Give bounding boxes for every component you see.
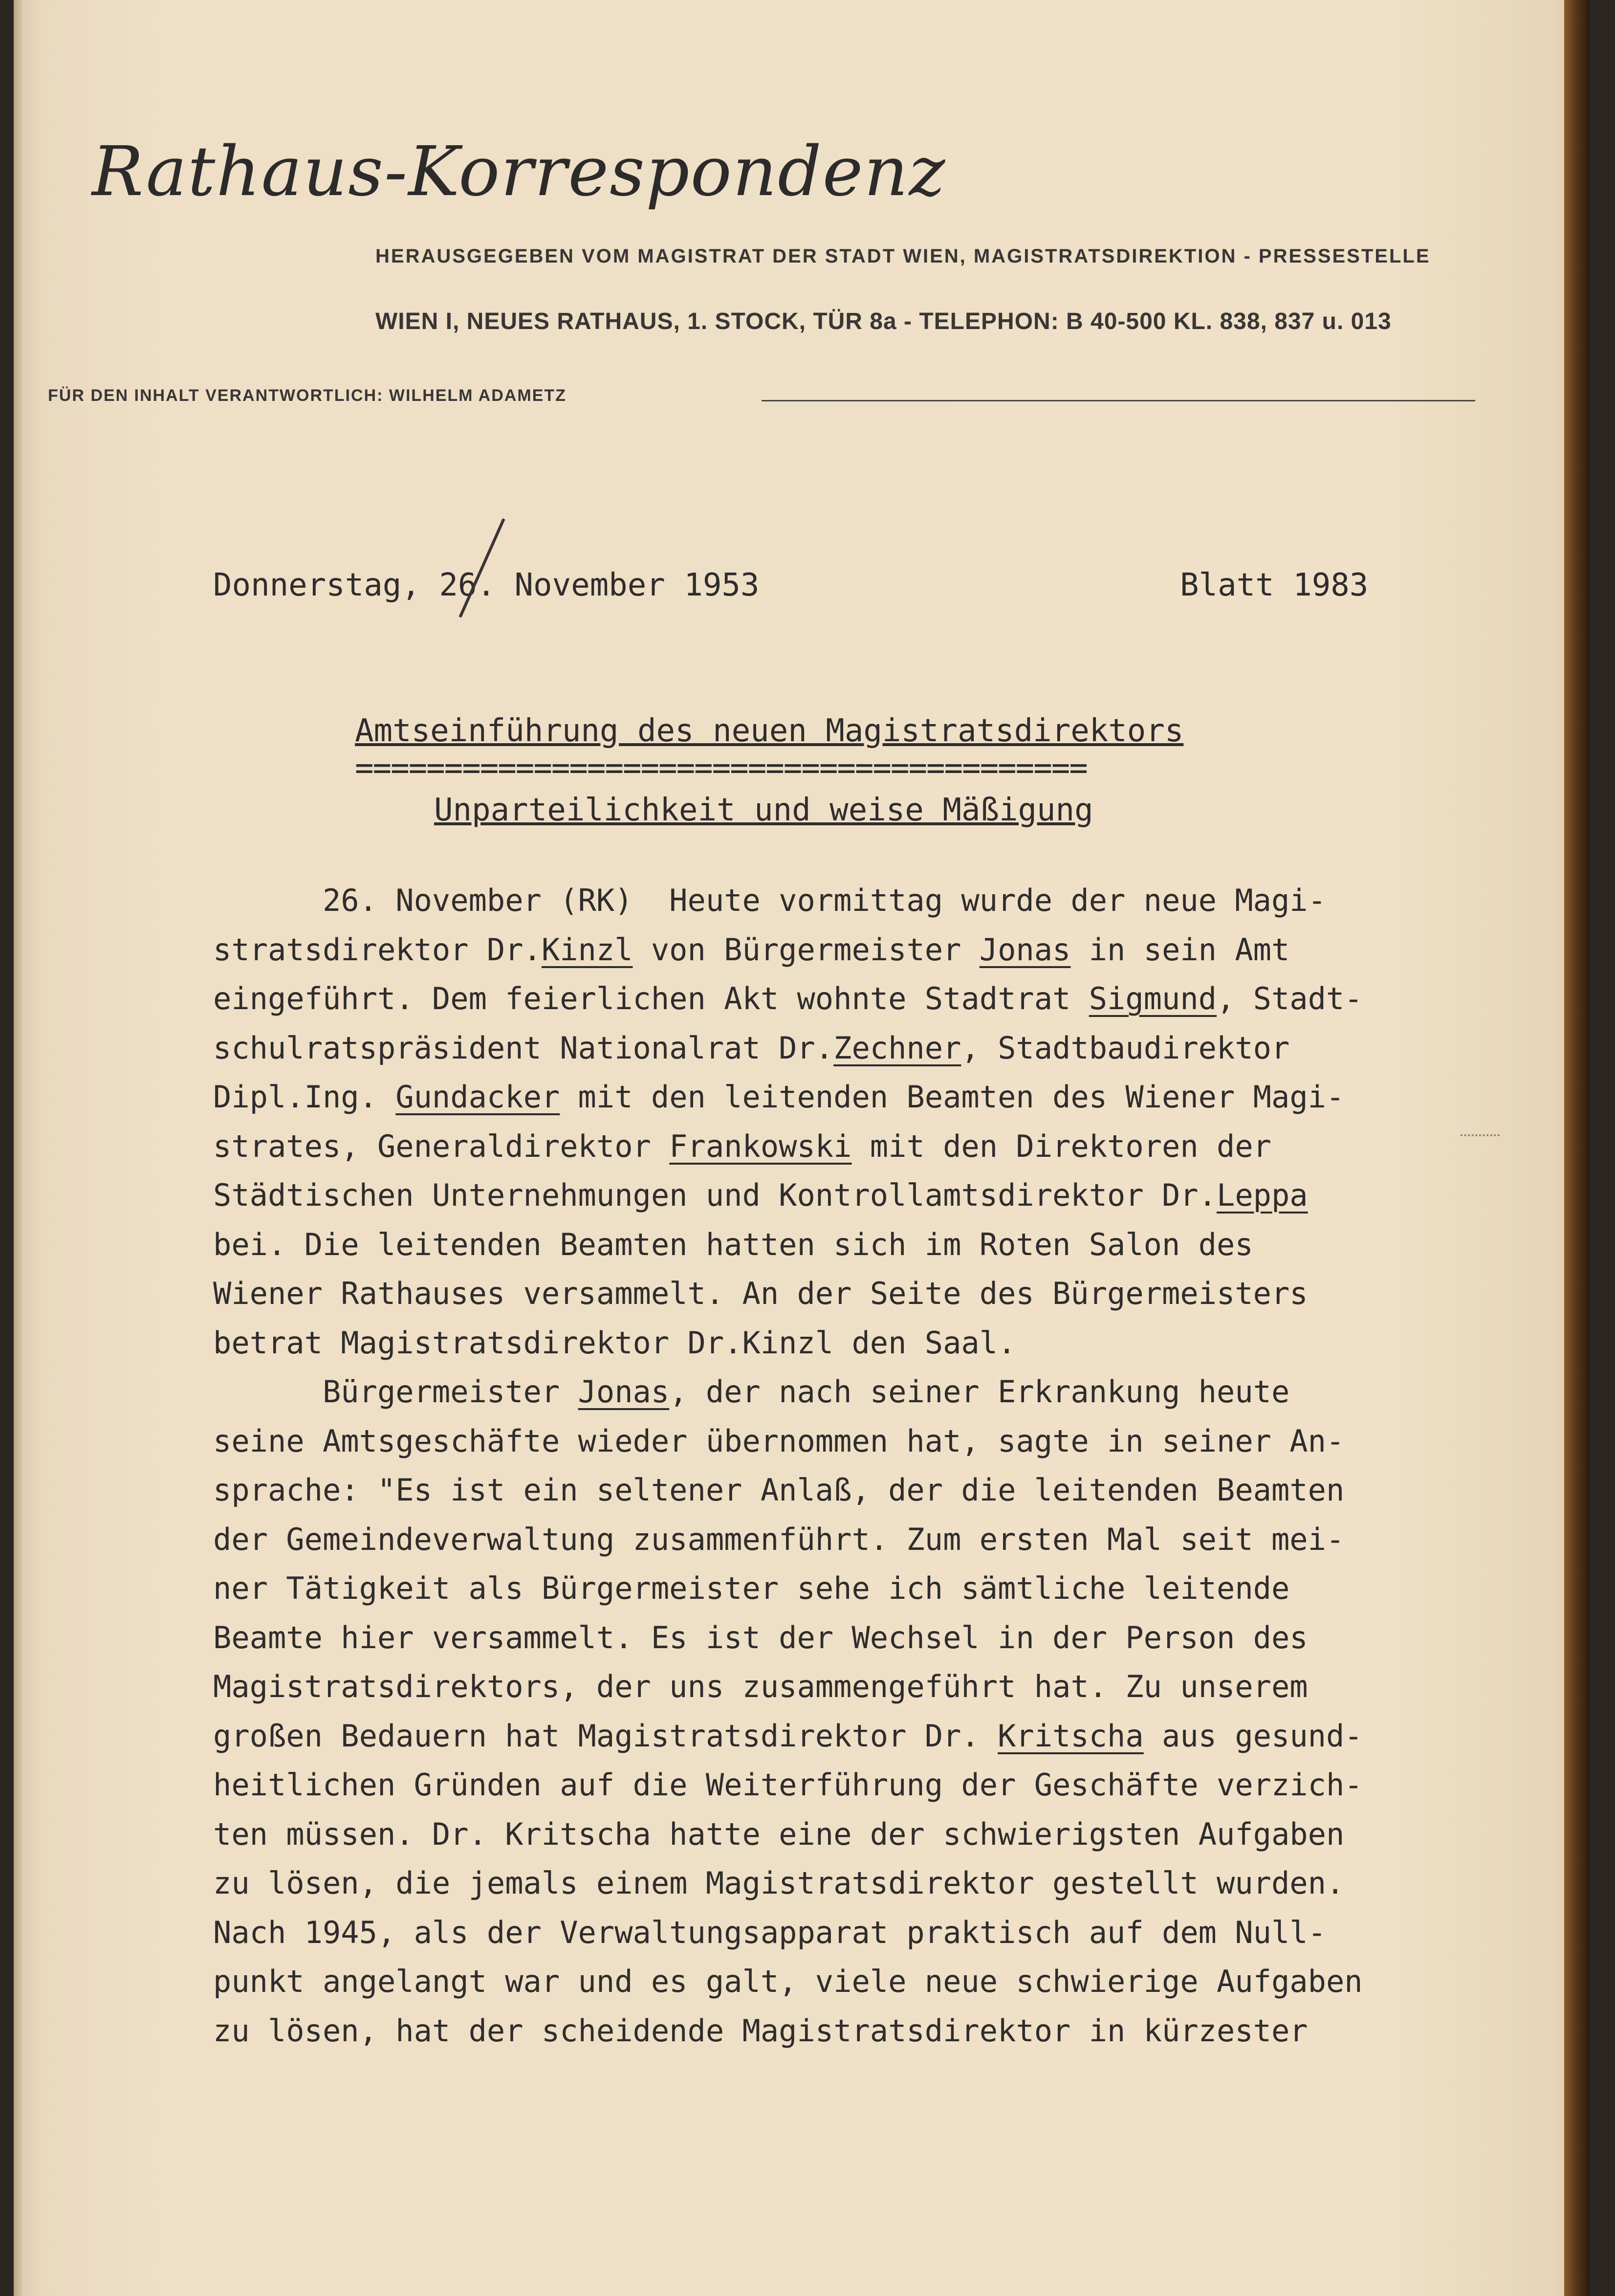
body-line [213, 1269, 1508, 1319]
underlined-name: Gundacker [395, 1079, 560, 1115]
body-text-segment: eingeführt. Dem feierlichen Akt wohnte Stadtrat [213, 981, 1089, 1016]
sheet-number: Blatt 1983 [1180, 567, 1369, 603]
body-text-segment: heitlichen Gründen auf die Weiterführung der Geschäfte verzich- [213, 1767, 1363, 1803]
body-line [213, 1957, 1508, 2007]
headline-rule: ========================================= [355, 750, 1087, 786]
body-text-segment: , Stadtbaudirektor [961, 1030, 1290, 1066]
body-text-segment: Nach 1945, als der Verwaltungsapparat praktisch auf dem Null- [213, 1914, 1326, 1950]
body-text-segment: bei. Die leitenden Beamten hatten sich im Roten Salon des [213, 1226, 1253, 1262]
body-text-segment: Dipl.Ing. [213, 1079, 396, 1115]
body-text-segment: der Gemeindeverwaltung zusammenführt. Zum ersten Mal seit mei- [213, 1521, 1345, 1557]
body-text-segment: Städtischen Unternehmungen und Kontrollamtsdirektor Dr. [213, 1177, 1217, 1213]
underlined-name: Sigmund [1089, 981, 1217, 1016]
binding-spine [1564, 0, 1590, 2296]
underlined-name: Leppa [1217, 1177, 1308, 1213]
body-text-segment: mit den Direktoren der [851, 1128, 1271, 1164]
body-text-segment: Magistratsdirektors, der uns zusammengeführt hat. Zu unserem [213, 1669, 1308, 1704]
body-text-segment: strates, Generaldirektor [213, 1128, 670, 1164]
body-text-segment: ten müssen. Dr. Kritscha hatte eine der schwierigsten Aufgaben [213, 1816, 1345, 1852]
masthead-address: WIEN I, NEUES RATHAUS, 1. STOCK, TÜR 8a - TELEPHON: B 40-500 KL. 838, 837 u. 013 [375, 309, 1392, 334]
body-text-segment: Beamte hier versammelt. Es ist der Wechsel in der Person des [213, 1619, 1308, 1656]
body-line [213, 1859, 1508, 1908]
body-text-segment: betrat Magistratsdirektor Dr.Kinzl den Saal. [213, 1325, 1016, 1361]
underlined-name: Frankowski [669, 1128, 852, 1164]
masthead-publisher: HERAUSGEGEBEN VOM MAGISTRAT DER STADT WIEN, MAGISTRATSDIREKTION - PRESSESTELLE [375, 245, 1431, 267]
body-line [213, 876, 1508, 926]
body-line [213, 1810, 1508, 1859]
body-line [213, 1712, 1508, 1761]
body-line [213, 1024, 1508, 1073]
body-text-segment: von Bürgermeister [633, 931, 980, 968]
body-line [213, 2007, 1508, 2056]
body-line [213, 1466, 1508, 1515]
underlined-name: Kinzl [541, 931, 633, 968]
underlined-name: Zechner [833, 1030, 961, 1066]
body-text-segment: aus gesund- [1143, 1718, 1363, 1754]
underlined-name: Jonas [578, 1374, 670, 1410]
body-text-segment: Wiener Rathauses versammelt. An der Seite des Bürgermeisters [213, 1276, 1308, 1311]
dateline-date: Donnerstag, 26. November 1953 [213, 567, 760, 603]
body-text-segment: Bürgermeister [213, 1374, 578, 1410]
body-line [213, 1613, 1508, 1663]
body-text-segment: punkt angelangt war und es galt, viele neue schwierige Aufgaben [213, 1964, 1363, 1999]
body-text-segment: in sein Amt [1070, 931, 1290, 968]
body-line [213, 1368, 1508, 1417]
body-line [213, 1515, 1508, 1565]
body-line [213, 1122, 1508, 1171]
body-text-segment: zu lösen, hat der scheidende Magistratsdirektor in kürzester [213, 2012, 1308, 2049]
body-line [213, 1761, 1508, 1810]
body-line [213, 1319, 1508, 1368]
body-text-segment: großen Bedauern hat Magistratsdirektor Dr. [213, 1718, 998, 1754]
headline-subtitle: Unparteilichkeit und weise Mäßigung [434, 792, 1093, 828]
masthead-responsible: FÜR DEN INHALT VERANTWORTLICH: WILHELM ADAMETZ [48, 386, 567, 405]
body-line [213, 1073, 1508, 1122]
body-line [213, 926, 1508, 975]
body-text-segment: , Stadt- [1217, 981, 1363, 1016]
article-body [213, 876, 1508, 2055]
body-line [213, 1417, 1508, 1466]
body-text-segment: , der nach seiner Erkrankung heute [669, 1374, 1290, 1410]
body-line [213, 1564, 1508, 1613]
body-text-segment: mit den leitenden Beamten des Wiener Magi- [560, 1079, 1345, 1115]
body-line [213, 1220, 1508, 1270]
masthead-rule [762, 400, 1475, 401]
body-text-segment: sprache: "Es ist ein seltener Anlaß, der die leitenden Beamten [213, 1472, 1345, 1508]
document-page [14, 0, 1590, 2296]
body-text-segment: seine Amtsgeschäfte wieder übernommen hat, sagte in seiner An- [213, 1423, 1345, 1459]
page-edge [14, 0, 22, 2296]
body-text-segment: 26. November (RK) Heute vormittag wurde der neue Magi- [213, 883, 1326, 918]
body-text-segment: schulratspräsident Nationalrat Dr. [213, 1030, 834, 1066]
underlined-name: Jonas [979, 931, 1071, 968]
body-text-segment: zu lösen, die jemals einem Magistratsdirektor gestellt wurden. [213, 1865, 1345, 1901]
body-text-segment: stratsdirektor Dr. [213, 931, 542, 968]
body-text-segment: ner Tätigkeit als Bürgermeister sehe ich sämtliche leitende [213, 1570, 1290, 1606]
body-line [213, 974, 1508, 1024]
underlined-name: Kritscha [998, 1718, 1144, 1754]
body-line [213, 1908, 1508, 1958]
body-line [213, 1662, 1508, 1712]
pencil-mark [1461, 1134, 1500, 1139]
body-line [213, 1171, 1508, 1220]
headline-title: Amtseinführung des neuen Magistratsdirektors [355, 713, 1184, 749]
masthead-title: Rathaus-Korrespondenz [92, 132, 946, 212]
